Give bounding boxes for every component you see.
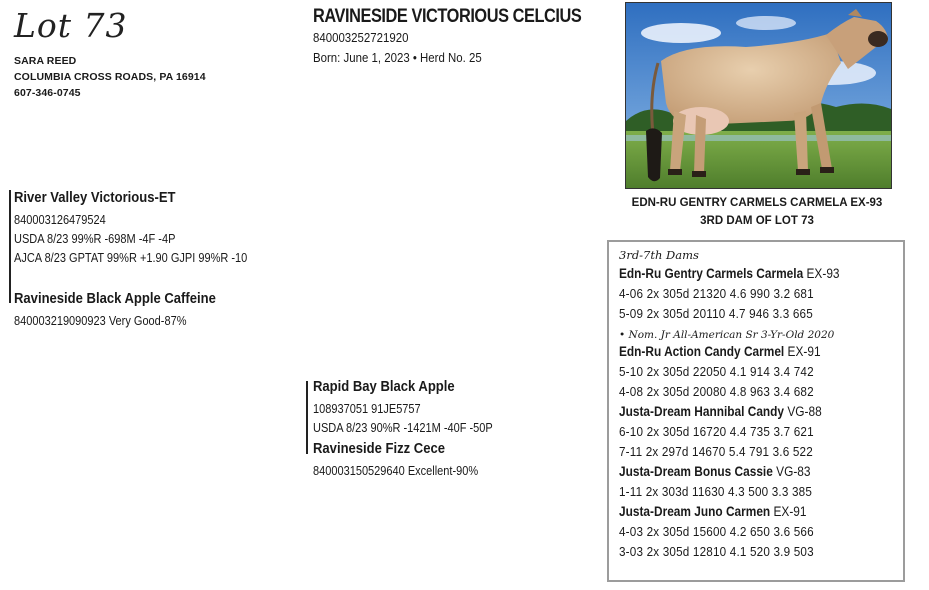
dam-5-name: Justa-Dream Hannibal Candy VG-88: [619, 404, 822, 419]
dam-sire-usda-line: USDA 8/23 90%R -1421M -40F -50P: [313, 421, 493, 435]
sire-ajca-line: AJCA 8/23 GPTAT 99%R +1.90 GJPI 99%R -10: [14, 251, 248, 265]
dam-dam-block: [313, 441, 501, 481]
sire-dam-bracket: [9, 190, 11, 303]
dam-7-record-2: 3-03 2x 305d 12810 4.1 520 3.9 503: [619, 544, 814, 559]
consignor-address: COLUMBIA CROSS ROADS, PA 16914: [14, 71, 206, 83]
animal-name: RAVINESIDE VICTORIOUS CELCIUS: [313, 6, 582, 27]
dam-sire-block: [313, 379, 517, 438]
animal-registration: 840003252721920: [313, 30, 409, 45]
sire-name: River Valley Victorious-ET: [14, 190, 176, 206]
dam-5-record-2: 7-11 2x 297d 14670 5.4 791 3.6 522: [619, 444, 813, 459]
dam-4-record-2: 4-08 2x 305d 20080 4.8 963 3.4 682: [619, 384, 814, 399]
animal-birth-herd: Born: June 1, 2023 • Herd No. 25: [313, 50, 482, 65]
sire-block: [14, 190, 279, 268]
dam-7-record-1: 4-03 2x 305d 15600 4.2 650 3.6 566: [619, 524, 814, 539]
dam-parents-bracket: [306, 381, 308, 454]
photo-caption-subtitle: 3RD DAM OF LOT 73: [700, 215, 814, 227]
dam-3-note: • Nom. Jr All-American Sr 3-Yr-Old 2020: [619, 329, 835, 341]
animal-header: [313, 6, 625, 68]
sire-registration: 840003126479524: [14, 213, 106, 227]
cow-photo: [625, 2, 892, 189]
dam-dam-name: Ravineside Fizz Cece: [313, 441, 446, 457]
dam-4-name: Edn-Ru Action Candy Carmel EX-91: [619, 344, 821, 359]
dam-sire-name: Rapid Bay Black Apple: [313, 379, 455, 395]
consignor-block: [14, 53, 206, 101]
consignor-name: SARA REED: [14, 55, 77, 67]
maternal-dams-box: [607, 240, 905, 582]
dam-name: Ravineside Black Apple Caffeine: [14, 291, 216, 307]
photo-caption-title: EDN-RU GENTRY CARMELS CARMELA EX-93: [631, 197, 883, 209]
dam-sire-registration: 108937051 91JE5757: [313, 402, 421, 416]
dam-5-record-1: 6-10 2x 305d 16720 4.4 735 3.7 621: [619, 424, 814, 439]
consignor-phone: 607-346-0745: [14, 87, 81, 99]
dam-registration: 840003219090923 Very Good-87%: [14, 314, 187, 328]
photo-caption: [612, 194, 902, 230]
dam-3-record-2: 5-09 2x 305d 20110 4.7 946 3.3 665: [619, 306, 813, 321]
dam-3-name: Edn-Ru Gentry Carmels Carmela EX-93: [619, 266, 840, 281]
dam-6-record-1: 1-11 2x 303d 11630 4.3 500 3.3 385: [619, 484, 813, 499]
dam-block: [14, 291, 238, 331]
dam-dam-registration: 840003150529640 Excellent-90%: [313, 464, 479, 478]
sire-usda-line: USDA 8/23 99%R -698M -4F -4P: [14, 232, 176, 246]
cow-illustration: [626, 3, 891, 188]
dams-heading: 3rd-7th Dams: [619, 248, 699, 262]
dam-6-name: Justa-Dream Bonus Cassie VG-83: [619, 464, 811, 479]
dam-3-record-1: 4-06 2x 305d 21320 4.6 990 3.2 681: [619, 286, 814, 301]
lot-number: Lot 73: [14, 6, 128, 45]
dam-4-record-1: 5-10 2x 305d 22050 4.1 914 3.4 742: [619, 364, 814, 379]
dam-7-name: Justa-Dream Juno Carmen EX-91: [619, 504, 807, 519]
